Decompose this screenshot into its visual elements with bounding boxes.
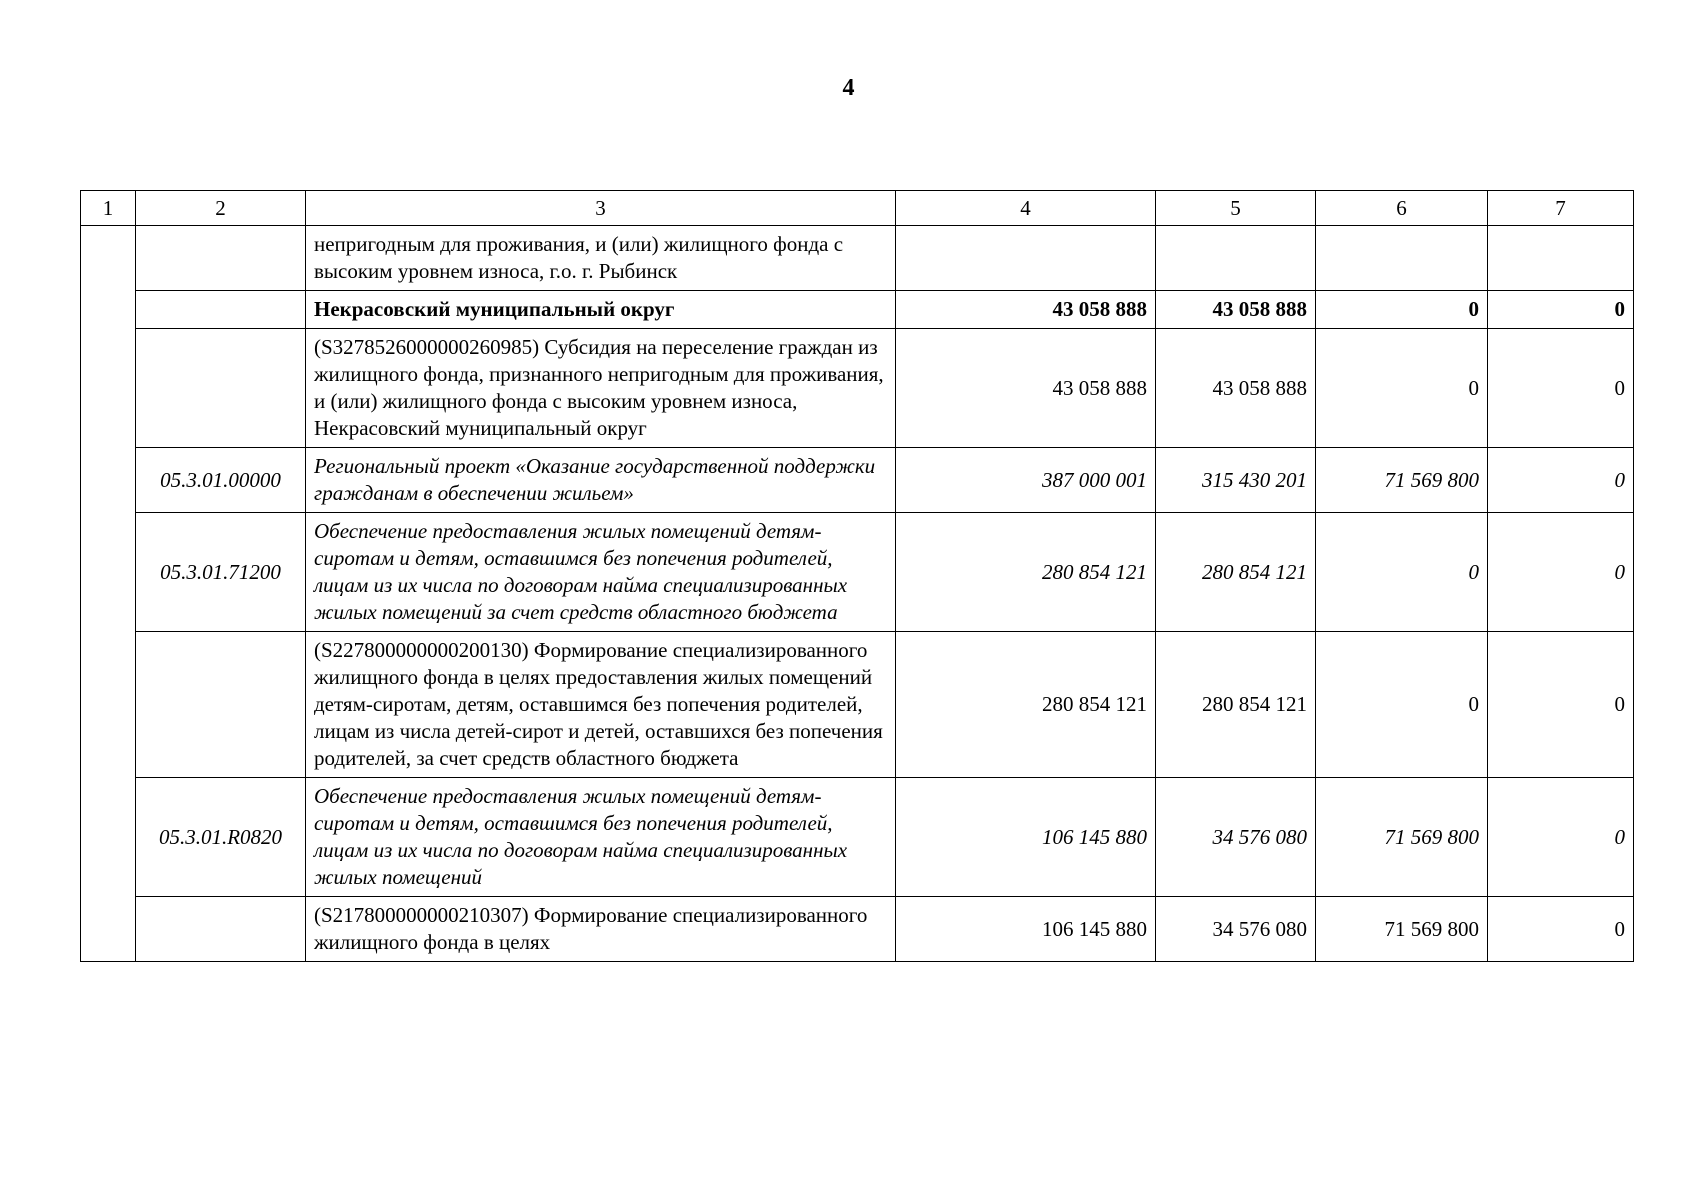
header-col-7: 7 bbox=[1488, 191, 1634, 226]
table-row bbox=[81, 632, 1634, 778]
column-1-cell bbox=[81, 226, 136, 962]
col4-cell: 106 145 880 bbox=[896, 897, 1156, 962]
description-cell: (S217800000000210307) Формирование специализированного жилищного фонда в целях bbox=[306, 897, 896, 962]
table-row bbox=[81, 226, 1634, 291]
table-row bbox=[81, 897, 1634, 962]
description-cell: (S227800000000200130) Формирование специализированного жилищного фонда в целях предоставления жилых помещений детям-сиротам, детям, оставшимся без попечения родителей, лицам из числа детей-сирот и детей, оставшихся без попечения родителей, за счет средств областного бюджета bbox=[306, 632, 896, 778]
header-col-2: 2 bbox=[136, 191, 306, 226]
code-cell: 05.3.01.R0820 bbox=[136, 778, 306, 897]
col5-cell: 43 058 888 bbox=[1156, 329, 1316, 448]
col4-cell: 106 145 880 bbox=[896, 778, 1156, 897]
table-row bbox=[81, 291, 1634, 329]
table-row bbox=[81, 513, 1634, 632]
col5-cell: 315 430 201 bbox=[1156, 448, 1316, 513]
col6-cell: 0 bbox=[1316, 329, 1488, 448]
col5-cell bbox=[1156, 226, 1316, 291]
header-col-1: 1 bbox=[81, 191, 136, 226]
col7-cell: 0 bbox=[1488, 448, 1634, 513]
description-cell: (S327852600000026098​5) Субсидия на переселение граждан из жилищного фонда, признанного непригодным для проживания, и (или) жилищного фонда с высоким уровнем износа, Некрасовский муниципальный округ bbox=[306, 329, 896, 448]
code-cell bbox=[136, 291, 306, 329]
col5-cell: 280 854 121 bbox=[1156, 513, 1316, 632]
col6-cell: 0 bbox=[1316, 291, 1488, 329]
col4-cell: 43 058 888 bbox=[896, 291, 1156, 329]
col7-cell: 0 bbox=[1488, 513, 1634, 632]
col7-cell: 0 bbox=[1488, 329, 1634, 448]
col4-cell bbox=[896, 226, 1156, 291]
description-cell: Обеспечение предоставления жилых помещений детям-сиротам и детям, оставшимся без попечения родителей, лицам из их числа по договорам найма специализированных жилых помещений за счет средств областного бюджета bbox=[306, 513, 896, 632]
col7-cell: 0 bbox=[1488, 778, 1634, 897]
description-cell: Региональный проект «Оказание государственной поддержки гражданам в обеспечении жильем» bbox=[306, 448, 896, 513]
page-number: 4 bbox=[842, 75, 855, 101]
code-cell: 05.3.01.71200 bbox=[136, 513, 306, 632]
header-col-4: 4 bbox=[896, 191, 1156, 226]
col5-cell: 34 576 080 bbox=[1156, 897, 1316, 962]
col6-cell: 0 bbox=[1316, 513, 1488, 632]
col7-cell: 0 bbox=[1488, 897, 1634, 962]
budget-table bbox=[80, 190, 1634, 962]
col5-cell: 34 576 080 bbox=[1156, 778, 1316, 897]
header-row bbox=[81, 191, 1634, 226]
col5-cell: 280 854 121 bbox=[1156, 632, 1316, 778]
description-cell: Некрасовский муниципальный округ bbox=[306, 291, 896, 329]
code-cell bbox=[136, 897, 306, 962]
col4-cell: 43 058 888 bbox=[896, 329, 1156, 448]
description-cell: непригодным для проживания, и (или) жилищного фонда с высоким уровнем износа, г.о. г. Рыбинск bbox=[306, 226, 896, 291]
col6-cell: 0 bbox=[1316, 632, 1488, 778]
code-cell: 05.3.01.00000 bbox=[136, 448, 306, 513]
header-col-3: 3 bbox=[306, 191, 896, 226]
col4-cell: 387 000 001 bbox=[896, 448, 1156, 513]
table-row bbox=[81, 448, 1634, 513]
col6-cell bbox=[1316, 226, 1488, 291]
col7-cell: 0 bbox=[1488, 291, 1634, 329]
description-cell: Обеспечение предоставления жилых помещений детям-сиротам и детям, оставшимся без попечения родителей, лицам из их числа по договорам найма специализированных жилых помещений bbox=[306, 778, 896, 897]
code-cell bbox=[136, 329, 306, 448]
col6-cell: 71 569 800 bbox=[1316, 897, 1488, 962]
col6-cell: 71 569 800 bbox=[1316, 448, 1488, 513]
col5-cell: 43 058 888 bbox=[1156, 291, 1316, 329]
col6-cell: 71 569 800 bbox=[1316, 778, 1488, 897]
col4-cell: 280 854 121 bbox=[896, 632, 1156, 778]
col7-cell bbox=[1488, 226, 1634, 291]
col7-cell: 0 bbox=[1488, 632, 1634, 778]
col4-cell: 280 854 121 bbox=[896, 513, 1156, 632]
header-col-6: 6 bbox=[1316, 191, 1488, 226]
table-row bbox=[81, 778, 1634, 897]
code-cell bbox=[136, 226, 306, 291]
code-cell bbox=[136, 632, 306, 778]
table-row bbox=[81, 329, 1634, 448]
header-col-5: 5 bbox=[1156, 191, 1316, 226]
